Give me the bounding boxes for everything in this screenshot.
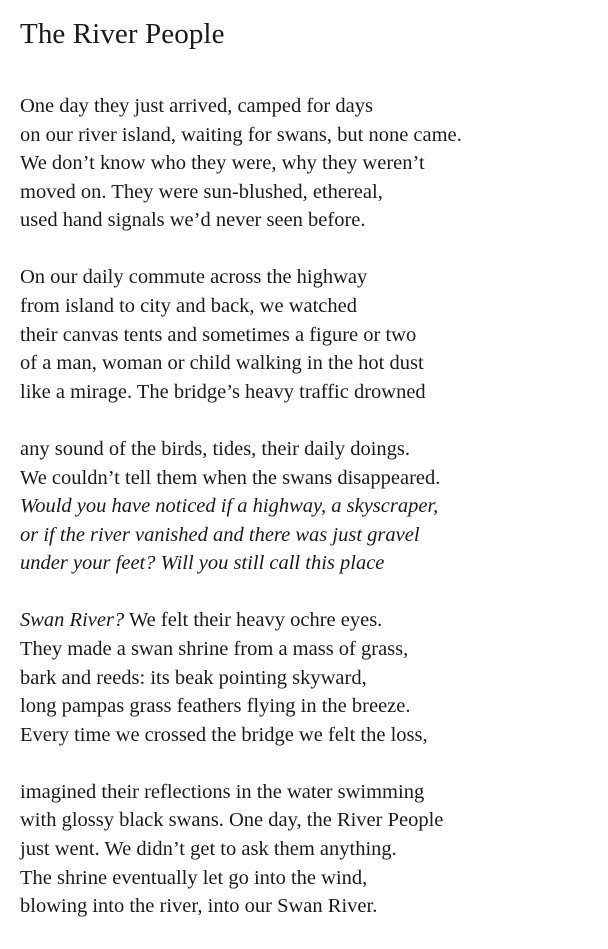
poem-line-text: blowing into the river, into our Swan River.: [20, 895, 378, 918]
poem-line-text: like a mirage. The bridge’s heavy traffic drowned: [20, 380, 426, 403]
poem-line: [20, 864, 600, 893]
poem-line-text: Every time we crossed the bridge we felt the loss,: [20, 723, 428, 746]
poem-line-text: On our daily commute across the highway: [20, 266, 368, 289]
poem-line-italic-text: under your feet? Will you still call this place: [20, 552, 385, 575]
poem-line-italic-text: or if the river vanished and there was just gravel: [20, 523, 420, 546]
poem-line: [20, 549, 600, 578]
poem-line-text: We don’t know who they were, why they weren’t: [20, 152, 425, 175]
poem-line-italic-text: Would you have noticed if a highway, a skyscraper,: [20, 495, 439, 518]
poem-line-text: moved on. They were sun-blushed, ethereal,: [20, 180, 383, 203]
poem-line: [20, 349, 600, 378]
poem-line: [20, 664, 600, 693]
poem-line-text: used hand signals we’d never seen before.: [20, 209, 366, 232]
poem-line: [20, 778, 600, 807]
poem-line-text: on our river island, waiting for swans, but none came.: [20, 123, 462, 146]
poem-line-text: We felt their heavy ochre eyes.: [124, 609, 383, 632]
poem-line-text: from island to city and back, we watched: [20, 295, 357, 318]
poem-line-text: with glossy black swans. One day, the River People: [20, 809, 444, 832]
poem-page: [20, 14, 600, 949]
poem-line-text: any sound of the birds, tides, their daily doings.: [20, 437, 411, 460]
poem-line: [20, 606, 600, 635]
poem-line: [20, 806, 600, 835]
poem-line-text: of a man, woman or child walking in the hot dust: [20, 352, 424, 375]
poem-line: [20, 835, 600, 864]
poem-line: [20, 378, 600, 407]
poem-stanza: [20, 92, 600, 235]
poem-line-text: just went. We didn’t get to ask them anything.: [20, 838, 397, 861]
poem-line-text: long pampas grass feathers flying in the breeze.: [20, 695, 411, 718]
poem-line: [20, 263, 600, 292]
poem-line: [20, 435, 600, 464]
poem-line: [20, 121, 600, 150]
poem-line-text: We couldn’t tell them when the swans disappeared.: [20, 466, 441, 489]
poem-line: [20, 892, 600, 921]
poem-line-italic-text: Swan River?: [20, 609, 125, 632]
poem-line: [20, 206, 600, 235]
poem-line-text: imagined their reflections in the water swimming: [20, 780, 425, 803]
poem-body: [20, 92, 600, 921]
poem-line: [20, 464, 600, 493]
poem-line: [20, 492, 600, 521]
poem-line: [20, 635, 600, 664]
poem-stanza: [20, 778, 600, 921]
poem-line: [20, 692, 600, 721]
poem-title: The River People: [20, 18, 225, 50]
poem-line: [20, 521, 600, 550]
poem-stanza: [20, 606, 600, 749]
poem-line: [20, 292, 600, 321]
poem-line-text: They made a swan shrine from a mass of grass,: [20, 638, 409, 660]
poem-line: [20, 178, 600, 207]
poem-line-text: bark and reeds: its beak pointing skyward,: [20, 666, 367, 689]
poem-line: [20, 321, 600, 350]
poem-line: [20, 721, 600, 750]
poem-line-text: One day they just arrived, camped for days: [20, 95, 373, 117]
poem-line: [20, 149, 600, 178]
poem-stanza: [20, 435, 600, 578]
poem-stanza: [20, 263, 600, 406]
poem-line-text: their canvas tents and sometimes a figure or two: [20, 323, 417, 346]
poem-line: [20, 92, 600, 121]
poem-line-text: The shrine eventually let go into the wind,: [20, 866, 368, 889]
